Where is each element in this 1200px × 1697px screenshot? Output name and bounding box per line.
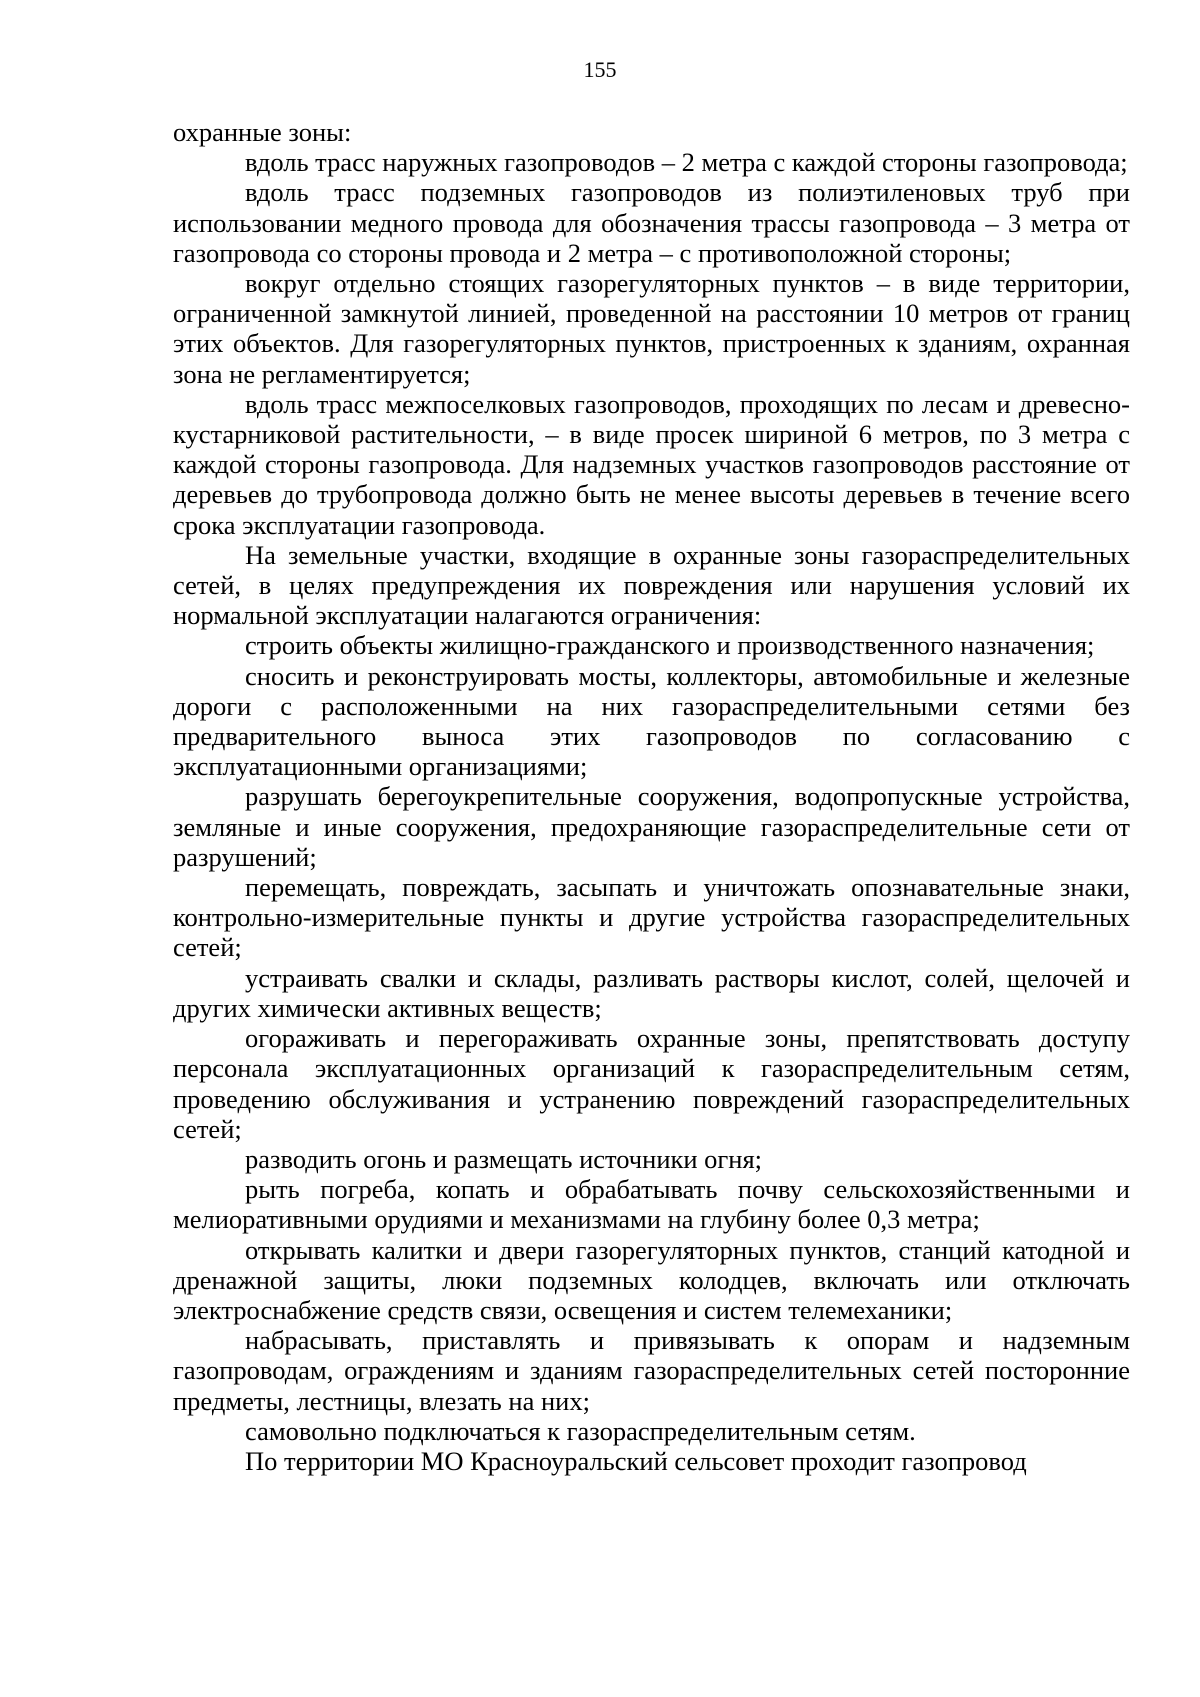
paragraph-outdoor-pipelines: вдоль трасс наружных газопроводов – 2 метра с каждой стороны газопровода; — [245, 147, 1128, 178]
document-body — [173, 117, 1130, 1476]
paragraph-protected-zones-intro: охранные зоны: — [173, 117, 352, 147]
paragraph-restriction-connect: самовольно подключаться к газораспределительным сетям. — [245, 1415, 916, 1446]
page-number: 155 — [583, 57, 617, 82]
paragraph-restriction-destroy-structures: разрушать берегоукрепительные сооружения, водопропускные устройства, земляные и иные сооружения, предохраняющие газораспределительные сети от разрушений; — [173, 781, 1130, 872]
paragraph-territory-pipeline: По территории МО Красноуральский сельсовет проходит газопровод — [245, 1445, 1027, 1476]
paragraph-restriction-build: строить объекты жилищно-гражданского и производственного назначения; — [245, 630, 1095, 661]
paragraph-restriction-dumps: устраивать свалки и склады, разливать растворы кислот, солей, щелочей и других химически активных веществ; — [173, 962, 1130, 1023]
paragraph-restriction-attach-objects: набрасывать, приставлять и привязывать к опорам и надземным газопроводам, ограждениям и зданиям газораспределительных сетей посторонние предметы, лестницы, влезать на них; — [173, 1325, 1130, 1416]
paragraph-gas-regulator-points: вокруг отдельно стоящих газорегуляторных пунктов – в виде территории, ограниченной замкнутой линией, проведенной на расстоянии 10 метров от границ этих объектов. Для газорегуляторных пунктов, пристроенных к зданиям, охранная зона не регламентируется; — [173, 268, 1130, 389]
paragraph-restriction-fencing: огораживать и перегораживать охранные зоны, препятствовать доступу персонала эксплуатационных организаций к газораспределительным сетям, проведению обслуживания и устранению повреждений газораспределительных сетей; — [173, 1023, 1130, 1144]
paragraph-intersettlement-pipelines: вдоль трасс межпоселковых газопроводов, проходящих по лесам и древесно- кустарниковой растительности, – в виде просек шириной 6 метров, по 3 метра с каждой стороны газопровода. Для надземных участков газопроводов расстояние от деревьев до трубопровода должно быть не менее высоты деревьев в течение всего срока эксплуатации газопровода. — [173, 388, 1130, 540]
paragraph-restriction-demolish: сносить и реконструировать мосты, коллекторы, автомобильные и железные дороги с расположенными на них газораспределительными сетями без предварительного выноса этих газопроводов по согласованию с эксплуатационными организациями; — [173, 660, 1130, 782]
paragraph-restriction-signs: перемещать, повреждать, засыпать и уничтожать опознавательные знаки, контрольно-измерительные пункты и другие устройства газораспределительных сетей; — [173, 872, 1130, 963]
paragraph-restriction-fire: разводить огонь и размещать источники огня; — [245, 1143, 763, 1174]
paragraph-restrictions-intro: На земельные участки, входящие в охранные зоны газораспределительных сетей, в целях предупреждения их повреждения или нарушения условий их нормальной эксплуатации налагаются ограничения: — [173, 539, 1130, 631]
paragraph-restriction-digging: рыть погреба, копать и обрабатывать почву сельскохозяйственными и мелиоративными орудиями и механизмами на глубину более 0,3 метра; — [173, 1174, 1130, 1235]
paragraph-restriction-open-doors: открывать калитки и двери газорегуляторных пунктов, станций катодной и дренажной защиты, люки подземных колодцев, включать или отключать электроснабжение средств связи, освещения и систем телемеханики; — [173, 1234, 1130, 1325]
paragraph-underground-pipelines: вдоль трасс подземных газопроводов из полиэтиленовых труб при использовании медного провода для обозначения трассы газопровода – 3 метра от газопровода со стороны провода и 2 метра – с противоположной стороны; — [173, 177, 1130, 268]
